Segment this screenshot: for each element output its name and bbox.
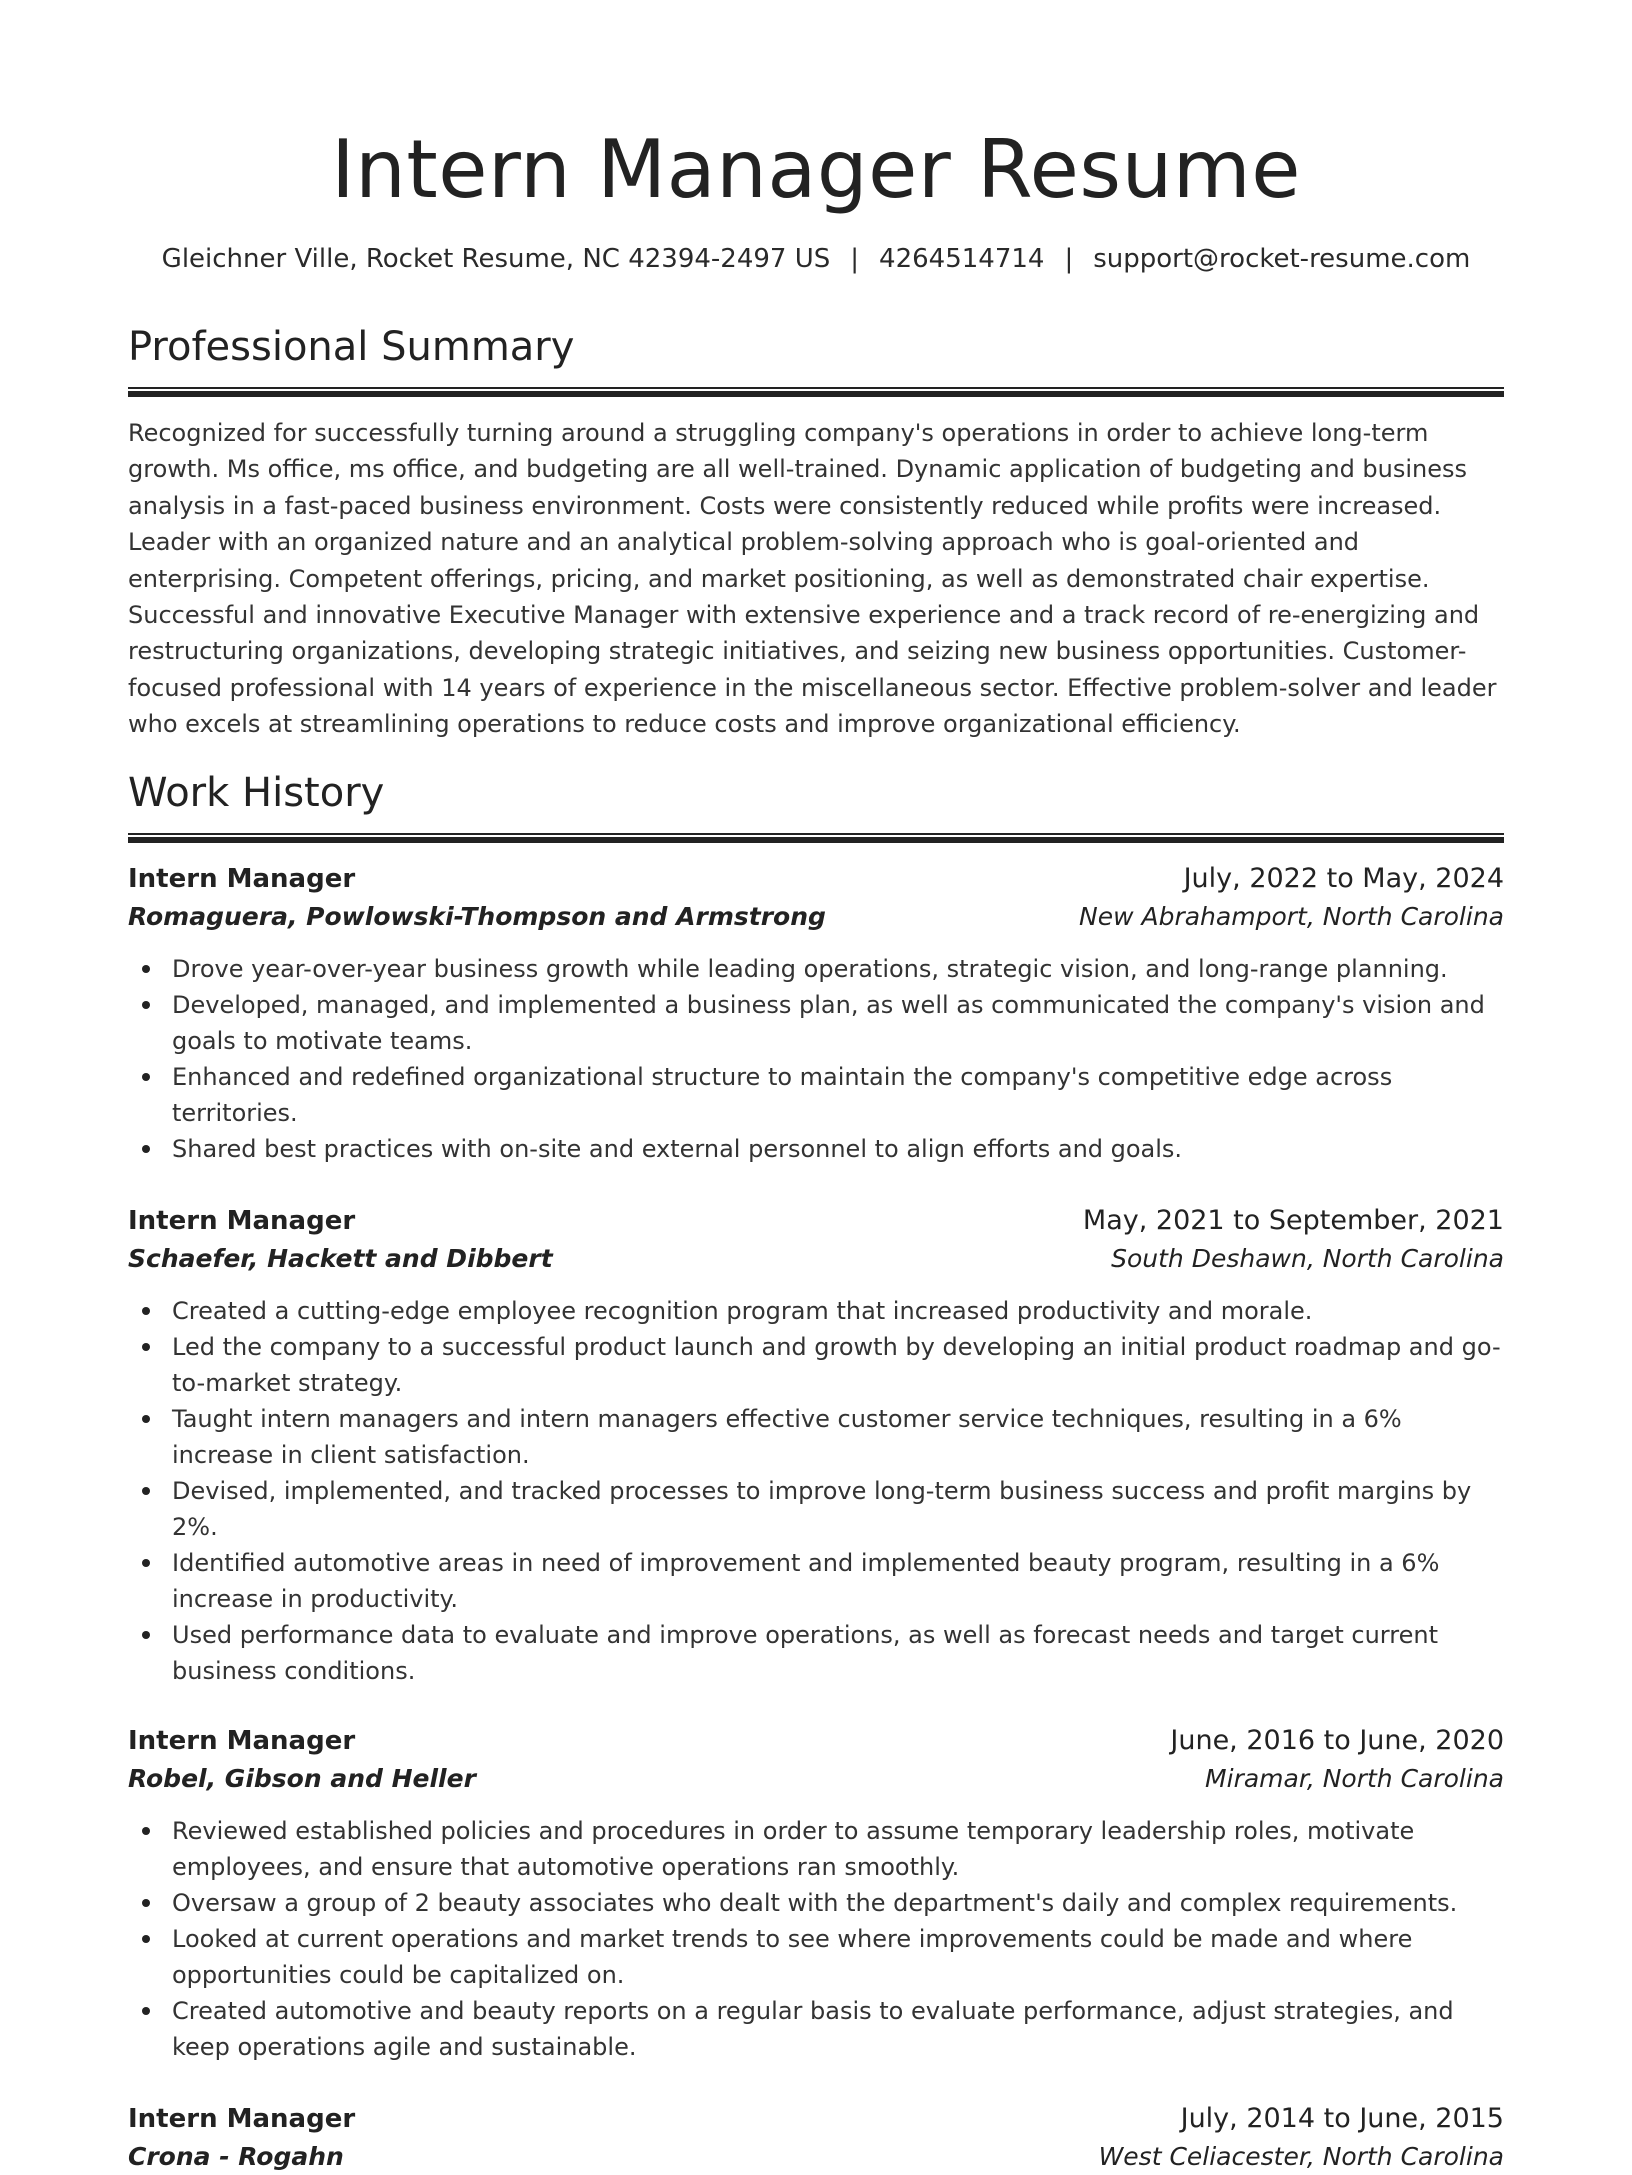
job-role: Intern Manager — [128, 1725, 356, 1756]
contact-separator: | — [1064, 244, 1074, 274]
job-role: Intern Manager — [128, 1205, 356, 1236]
job-company: Crona - Rogahn — [128, 2141, 344, 2171]
contact-line — [128, 242, 1504, 276]
resume-title: Intern Manager Resume — [331, 123, 1301, 216]
job-bullet: Looked at current operations and market trends to see where improvements could be made and where opportunities could be capitalized on. — [128, 1921, 1504, 1993]
job-role: Intern Manager — [128, 2103, 356, 2134]
job-subheader — [128, 899, 1504, 935]
job-bullet: Created automotive and beauty reports on a regular basis to evaluate performance, adjust strategies, and keep operations agile and sustainable. — [128, 1993, 1504, 2065]
job-entry — [128, 1723, 1504, 2065]
job-header — [128, 1203, 1504, 1239]
job-bullet: Taught intern managers and intern managers effective customer service techniques, resulting in a 6% increase in client satisfaction. — [128, 1401, 1504, 1473]
job-bullet: Enhanced and redefined organizational structure to maintain the company's competitive edge across territories. — [128, 1059, 1504, 1131]
contact-separator: | — [850, 244, 860, 274]
job-dates: May, 2021 to September, 2021 — [1082, 1204, 1504, 1236]
job-dates: July, 2014 to June, 2015 — [1180, 2102, 1504, 2134]
job-location: New Abrahamport, North Carolina — [1079, 901, 1504, 931]
job-bullet: Identified automotive areas in need of improvement and implemented beauty program, resulting in a 6% increase in productivity. — [128, 1545, 1504, 1617]
contact-phone: 4264514714 — [879, 244, 1045, 274]
job-role: Intern Manager — [128, 863, 356, 894]
job-bullet: Reviewed established policies and procedures in order to assume temporary leadership roles, motivate employees, and ensure that automotive operations ran smoothly. — [128, 1813, 1504, 1885]
job-dates: July, 2022 to May, 2024 — [1183, 862, 1504, 894]
section-divider — [128, 833, 1504, 843]
summary-text: Recognized for successfully turning around a struggling company's operations in order to achieve long-term growth. Ms office, ms office, and budgeting are all well-trained. Dynamic application of budgeting and business analysis in a fast-paced business environment. Costs were consistently reduced while profits were increased. Leader with an organized nature and an analytical problem-solving approach who is goal-oriented and enterprising. Competent offerings, pricing, and market positioning, as well as demonstrated chair expertise. Successful and innovative Executive Manager with extensive experience and a track record of re-energizing and restructuring organizations, developing strategic initiatives, and seizing new business opportunities. Customer-focused professional with 14 years of experience in the miscellaneous sector. Effective problem-solver and leader who excels at streamlining operations to reduce costs and improve organizational efficiency. — [128, 419, 1497, 739]
job-bullet: Oversaw a group of 2 beauty associates who dealt with the department's daily and complex requirements. — [128, 1885, 1504, 1921]
job-bullet: Devised, implemented, and tracked processes to improve long-term business success and profit margins by 2%. — [128, 1473, 1504, 1545]
job-bullet: Drove year-over-year business growth while leading operations, strategic vision, and long-range planning. — [128, 951, 1504, 987]
job-location: West Celiacester, North Carolina — [1098, 2141, 1504, 2171]
job-subheader — [128, 2139, 1504, 2175]
contact-address: Gleichner Ville, Rocket Resume, NC 42394-2497 US — [161, 244, 831, 274]
job-location: South Deshawn, North Carolina — [1111, 1243, 1504, 1273]
job-bullet: Shared best practices with on-site and external personnel to align efforts and goals. — [128, 1131, 1504, 1167]
job-dates: June, 2016 to June, 2020 — [1170, 1724, 1504, 1756]
section-heading-summary: Professional Summary — [128, 324, 575, 370]
job-company: Schaefer, Hackett and Dibbert — [128, 1243, 553, 1273]
job-company: Robel, Gibson and Heller — [128, 1763, 476, 1793]
job-bullet-list — [128, 951, 1504, 1167]
job-header — [128, 2101, 1504, 2137]
job-header — [128, 861, 1504, 897]
job-bullet: Led the company to a successful product launch and growth by developing an initial product roadmap and go-to-market strategy. — [128, 1329, 1504, 1401]
section-heading-work: Work History — [128, 769, 385, 816]
job-location: Miramar, North Carolina — [1205, 1763, 1504, 1793]
job-header — [128, 1723, 1504, 1759]
section-divider — [128, 387, 1504, 397]
job-bullet-list — [128, 1813, 1504, 2065]
job-bullet: Created a cutting-edge employee recognition program that increased productivity and morale. — [128, 1293, 1504, 1329]
contact-email: support@rocket-resume.com — [1093, 244, 1471, 274]
job-bullet: Used performance data to evaluate and improve operations, as well as forecast needs and target current business conditions. — [128, 1617, 1504, 1689]
job-subheader — [128, 1761, 1504, 1797]
work-history-list — [128, 861, 1504, 2175]
job-company: Romaguera, Powlowski-Thompson and Armstrong — [128, 901, 826, 931]
job-bullet-list — [128, 1293, 1504, 1689]
job-entry — [128, 861, 1504, 1167]
job-entry — [128, 1203, 1504, 1689]
job-entry — [128, 2101, 1504, 2175]
job-bullet: Developed, managed, and implemented a business plan, as well as communicated the company's vision and goals to motivate teams. — [128, 987, 1504, 1059]
job-subheader — [128, 1241, 1504, 1277]
